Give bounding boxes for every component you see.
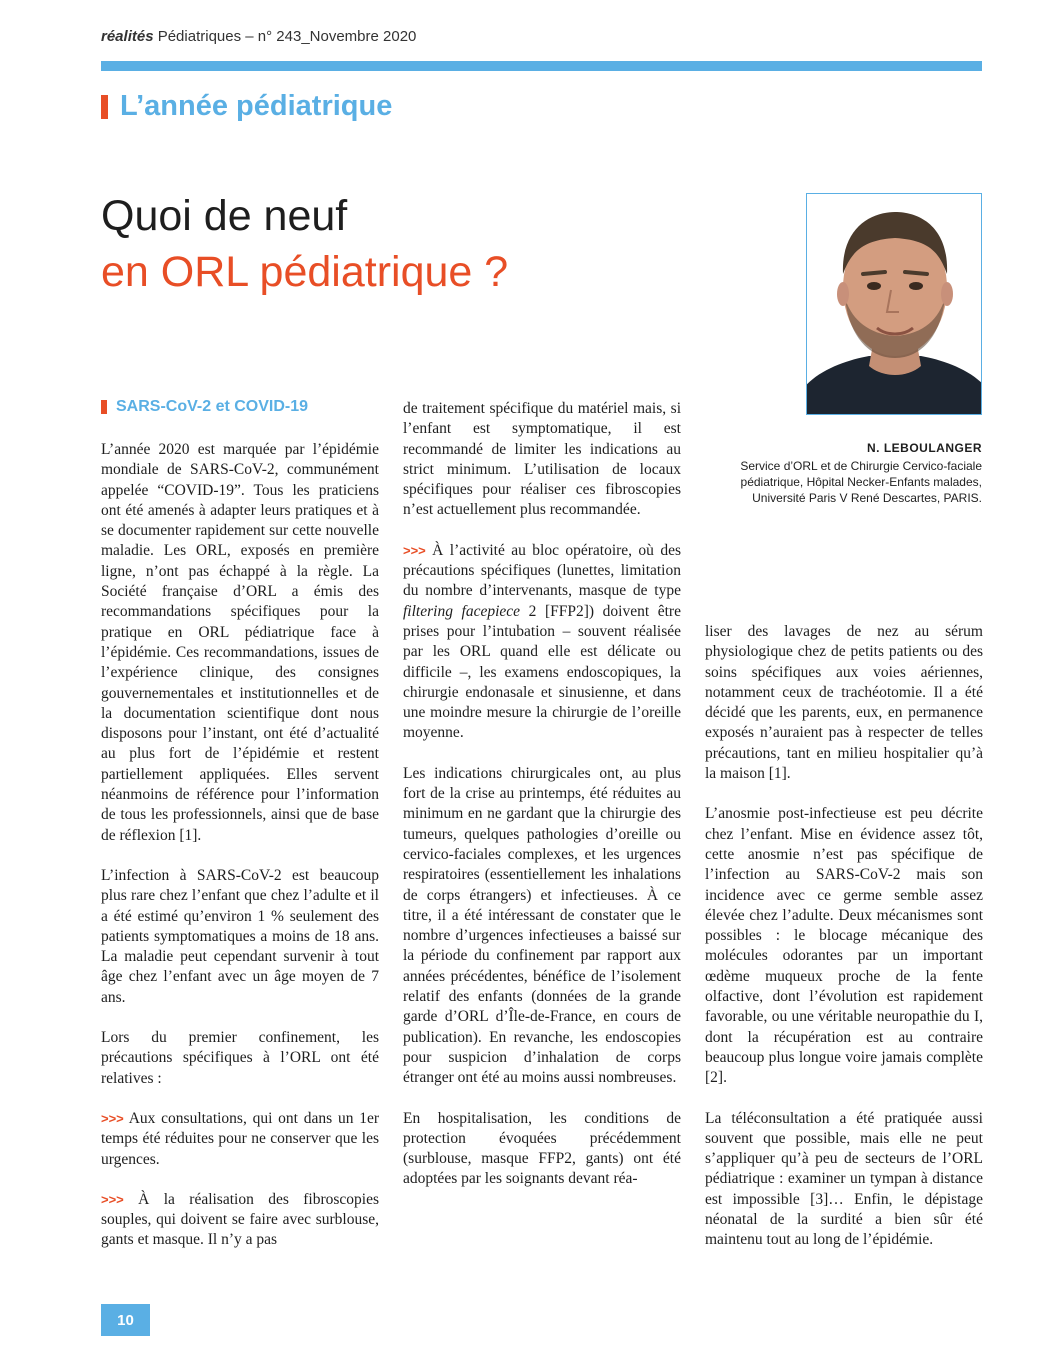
column-1 bbox=[101, 440, 379, 1271]
journal-brand: réalités bbox=[101, 28, 154, 45]
paragraph: L’année 2020 est marquée par l’épidémie mondiale de SARS-CoV-2, communément appelée “COVID-19”. Tous les praticiens ont été amenés à adapter leurs pratiques et à se documenter rapidement sur cette nouvelle maladie. Les ORL, exposés en première ligne, n’ont pas échappé à la règle. La Société française d’ORL a émis des recommandations spécifiques pour la pratique en ORL pédiatrique face à l’épidémie. Ces recommandations, issues de l’expérience clinique, des consignes gouvernementales et institutionnelles et de la documentation scientifique dont nous disposons pour l’instant, ont été d’actualité au plus fort de l’épidémie et restent partiellement appliquées. Elles servent néanmoins de référence pour l’information de tous les professionnels, ainsi que de base de réflexion [1]. bbox=[101, 441, 379, 844]
paragraph: Les indications chirurgicales ont, au plus fort de la crise au printemps, été réduites au minimum en ne gardant que la chirurgie des tumeurs, quelques pathologies d’oreille ou cervico-faciales complexes, et les urgences respiratoires (essentiellement les inhalations de corps étrangers) et infectieuses. À ce titre, il a été intéressant de constater que le nombre d’urgences infectieuses a baissé sur la période du confinement par rapport aux années précédentes, bénéfice de l’isolement relatif des enfants (données de la grande garde d’ORL d’Île-de-France, en cours de publication). En revanche, les endoscopies pour suspicion d’inhalation de corps étranger ont été au moins aussi nombreuses. bbox=[403, 764, 681, 1087]
bullet-paragraph bbox=[403, 541, 681, 744]
subheading-text: SARS-CoV-2 et COVID-19 bbox=[116, 398, 309, 415]
running-header bbox=[101, 28, 416, 45]
bullet-text: À l’activité au bloc opératoire, où des précautions spécifiques (lunettes, limitation du nombre d’intervenants, masque de type bbox=[403, 541, 681, 600]
paragraph: L’infection à SARS-CoV-2 est beaucoup plus rare chez l’enfant que chez l’adulte et il a été estimé qu’environ 1 % seulement des patients symptomatiques a moins de 18 ans. La maladie peut cependant survenir à tout âge chez l’enfant avec un âge moyen de 7 ans. bbox=[101, 866, 379, 1006]
article-title bbox=[101, 188, 508, 300]
bullet-text: 2 [FFP2]) doivent être prises pour l’intubation – souvent réalisée par les ORL quand elle est délicate ou difficile –, les examens endoscopiques, la chirurgie endonasale et sinusienne, et dans une moindre mesure la chirurgie de l’oreille moyenne. bbox=[403, 602, 681, 742]
section-label bbox=[101, 90, 392, 123]
paragraph: En hospitalisation, les conditions de protection évoquées précédemment (surblouse, masque FFP2, gants) ont été adoptées par les soignants devant réa- bbox=[403, 1109, 681, 1188]
subheading-marker bbox=[101, 400, 107, 414]
header-rule bbox=[101, 61, 982, 71]
bullet-text-italic: filtering facepiece bbox=[403, 602, 521, 620]
author-portrait bbox=[806, 193, 982, 415]
section-label-text: L’année pédiatrique bbox=[120, 90, 393, 122]
column-2 bbox=[403, 399, 681, 1210]
column-3 bbox=[705, 622, 983, 1271]
subheading bbox=[101, 398, 308, 416]
author-block bbox=[680, 441, 982, 506]
bullet-paragraph bbox=[101, 1190, 379, 1251]
paragraph: La téléconsultation a été pratiquée aussi souvent que possible, mais elle ne peut s’appliquer qu’à peu de secteurs de l’ORL pédiatrique : examiner un tympan à distance est impossible [3]… Enfin, le dépistage néonatal de la surdité a bien sûr été maintenu tout au long de l’épidémie. bbox=[705, 1109, 983, 1249]
title-line-1: Quoi de neuf bbox=[101, 192, 348, 240]
author-affiliation-2: pédiatrique, Hôpital Necker-Enfants malades, bbox=[740, 475, 982, 489]
bullet-marker: >>> bbox=[101, 1110, 124, 1126]
author-portrait-drawing bbox=[807, 194, 982, 415]
section-marker bbox=[101, 95, 108, 119]
paragraph: de traitement spécifique du matériel mais, si l’enfant est symptomatique, il est recommandé de limiter les indications au strict minimum. L’utilisation de locaux spécifiques pour réaliser ces fibroscopies n’est actuellement plus recommandée. bbox=[403, 400, 681, 519]
author-name: N. LEBOULANGER bbox=[867, 441, 982, 455]
bullet-paragraph bbox=[101, 1109, 379, 1170]
paragraph: L’anosmie post-infectieuse est peu décrite chez l’enfant. Mise en évidence assez tôt, cette anosmie n’est pas spécifique de l’infection au SARS-CoV-2 mais son incidence avec ce germe semble assez élevée chez l’adulte. Deux mécanismes sont possibles : le blocage mécanique des molécules odorantes par un important œdème muqueux proche de la fente olfactive, dont l’évolution est rapidement favorable, ou une véritable neuropathie du I, dont la récupération est au contraire beaucoup plus longue voire jamais complète [2]. bbox=[705, 805, 983, 1087]
page-number: 10 bbox=[101, 1304, 150, 1336]
bullet-text: À la réalisation des fibroscopies souples, qui doivent se faire avec surblouse, gants et masque. Il n’y a pas bbox=[101, 1190, 379, 1249]
journal-issue: Pédiatriques – n° 243_Novembre 2020 bbox=[153, 28, 417, 45]
bullet-text: Aux consultations, qui ont dans un 1er temps été réduites pour ne conserver que les urgences. bbox=[101, 1109, 379, 1168]
author-affiliation-1: Service d’ORL et de Chirurgie Cervico-faciale bbox=[740, 459, 982, 473]
bullet-marker: >>> bbox=[101, 1191, 124, 1207]
bullet-marker: >>> bbox=[403, 542, 426, 558]
author-affiliation-3: Université Paris V René Descartes, PARIS. bbox=[752, 491, 982, 505]
paragraph: Lors du premier confinement, les précautions spécifiques à l’ORL ont été relatives : bbox=[101, 1029, 379, 1087]
title-line-2: en ORL pédiatrique ? bbox=[101, 248, 509, 296]
paragraph: liser des lavages de nez au sérum physiologique chez de petits patients ou des soins spécifiques aux voies aériennes, notamment ceux de trachéotomie. Il a été décidé que les parents, eux, en permanence exposés n’auraient pas à respecter de telles précautions, tant en milieu hospitalier qu’à la maison [1]. bbox=[705, 623, 983, 783]
